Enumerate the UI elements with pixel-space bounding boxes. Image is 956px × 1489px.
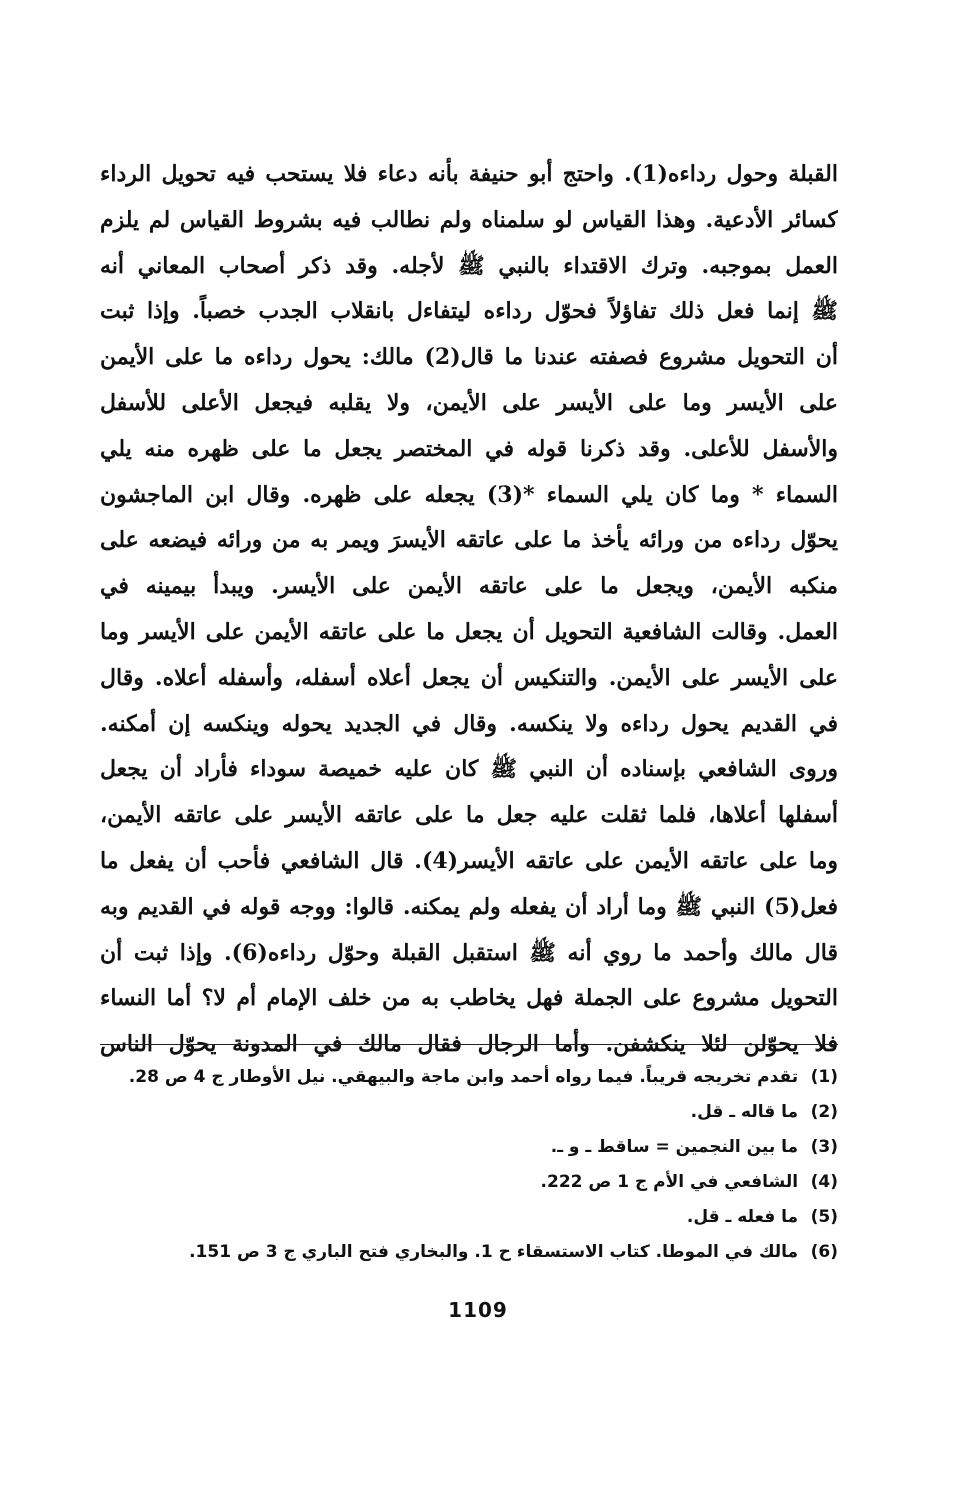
text-line: أسفلها أعلاها، فلما ثقلت عليه جعل ما على عاتقه الأيسر على عاتقه الأيمن، [100, 802, 838, 829]
footnote-4 [118, 1165, 838, 1200]
footnote-number: (6) [810, 1242, 838, 1262]
text-line: التحويل مشروع على الجملة فهل يخاطب به من خلف الإمام أم لا؟ أما النساء [100, 985, 838, 1012]
text-line: ﷺ إنما فعل ذلك تفاؤلاً فحوّل رداءه ليتفاءل بانقلاب الجدب خصباً. وإذا ثبت [100, 298, 838, 325]
footnote-6 [118, 1235, 838, 1270]
text-line: وما على عاتقه الأيمن على عاتقه الأيسر(4). قال الشافعي فأحب أن يفعل ما [100, 847, 838, 874]
text-line: العمل بموجبه. وترك الاقتداء بالنبي ﷺ لأجله. وقد ذكر أصحاب المعاني أنه [100, 252, 838, 279]
text-line: والأسفل للأعلى. وقد ذكرنا قوله في المختصر يجعل ما على ظهره منه يلي [100, 435, 838, 462]
footnote-text: ما قاله ـ قل. [690, 1102, 799, 1122]
footnote-1 [118, 1060, 838, 1095]
footnote-separator [100, 1044, 838, 1045]
page-number: 1109 [448, 1298, 508, 1322]
main-text [100, 152, 838, 1068]
text-line: على الأيسر على الأيمن. والتنكيس أن يجعل أعلاه أسفله، وأسفله أعلاه. وقال [100, 664, 838, 691]
text-line: أن التحويل مشروع فصفته عندنا ما قال(2) مالك: يحول رداءه ما على الأيمن [100, 344, 838, 371]
footnote-2 [118, 1095, 838, 1130]
text-line: يحوّل رداءه من ورائه يأخذ ما على عاتقه الأيسرَ ويمر به من ورائه فيضعه على [100, 527, 838, 554]
text-line: كسائر الأدعية. وهذا القياس لو سلمناه ولم نطالب فيه بشروط القياس لم يلزم [100, 206, 838, 233]
footnote-text: ما بين النجمين = ساقط ـ و ـ. [550, 1137, 799, 1157]
footnote-number: (2) [810, 1102, 838, 1122]
text-line: العمل. وقالت الشافعية التحويل أن يجعل ما على عاتقه الأيمن على الأيسر وما [100, 618, 838, 645]
footnote-text: مالك في الموطا. كتاب الاستسقاء ح 1. والبخاري فتح الباري ج 3 ص 151. [189, 1242, 799, 1262]
text-line: فعل(5) النبي ﷺ وما أراد أن يفعله ولم يمكنه. قالوا: ووجه قوله في القديم وبه [100, 893, 838, 920]
footnote-number: (5) [810, 1207, 838, 1227]
text-line: على الأيسر وما على الأيسر على الأيمن، ولا يقلبه فيجعل الأعلى للأسفل [100, 389, 838, 416]
footnote-number: (4) [810, 1172, 838, 1192]
footnote-5 [118, 1200, 838, 1235]
text-line: في القديم يحول رداءه ولا ينكسه. وقال في الجديد يحوله وينكسه إن أمكنه. [100, 710, 838, 737]
footnote-number: (3) [810, 1137, 838, 1157]
footnote-text: ما فعله ـ قل. [686, 1207, 799, 1227]
page-body [100, 152, 838, 1068]
footnote-number: (1) [810, 1067, 838, 1087]
text-line: السماء * وما كان يلي السماء *(3) يجعله على ظهره. وقال ابن الماجشون [100, 481, 838, 508]
footnote-3 [118, 1130, 838, 1165]
text-line: القبلة وحول رداءه(1). واحتج أبو حنيفة بأنه دعاء فلا يستحب فيه تحويل الرداء [100, 161, 838, 187]
text-line: قال مالك وأحمد ما روي أنه ﷺ استقبل القبلة وحوّل رداءه(6). وإذا ثبت أن [100, 939, 838, 966]
footnotes [118, 1060, 838, 1270]
text-line: فلا يحوّلن لئلا ينكشفن. وأما الرجال فقال مالك في المدونة يحوّل الناس [100, 1031, 838, 1058]
footnote-text: الشافعي في الأم ج 1 ص 222. [540, 1172, 799, 1192]
text-line: منكبه الأيمن، ويجعل ما على عاتقه الأيمن على الأيسر. ويبدأ بيمينه في [100, 573, 838, 600]
text-line: وروى الشافعي بإسناده أن النبي ﷺ كان عليه خميصة سوداء فأراد أن يجعل [100, 756, 838, 783]
footnote-text: تقدم تخريجه قريباً. فيما رواه أحمد وابن ماجة والبيهقي. نيل الأوطار ج 4 ص 28. [128, 1067, 799, 1087]
